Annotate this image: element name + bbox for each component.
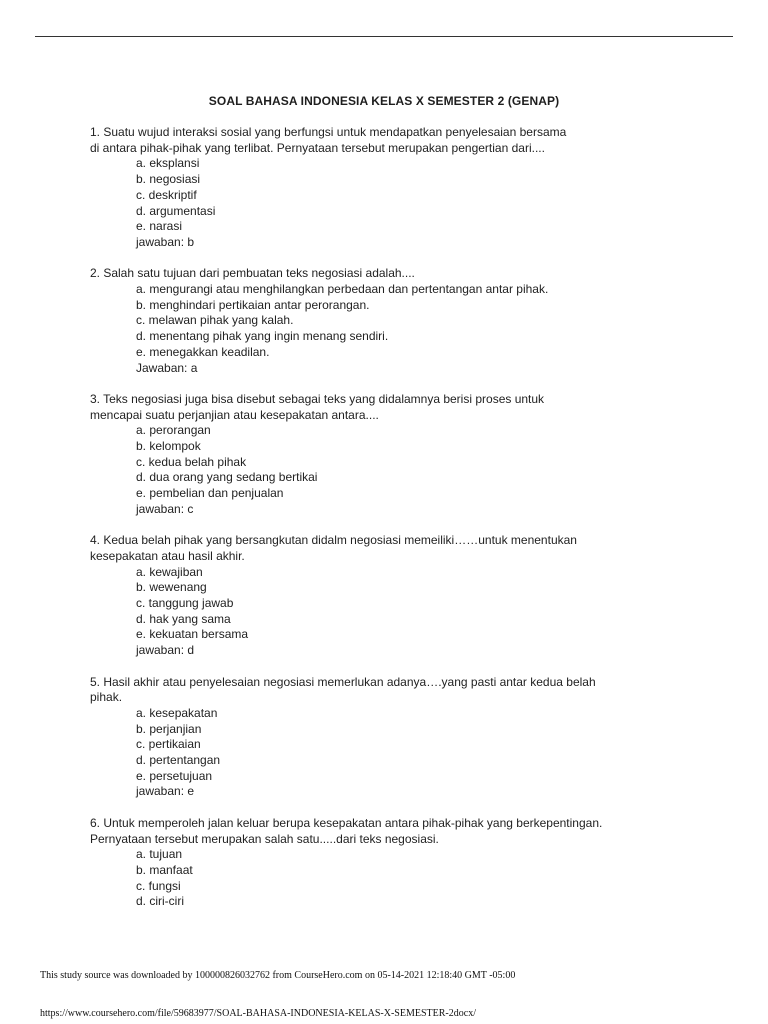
option-item: b. menghindari pertikaian antar perorangan.	[136, 297, 370, 312]
option-list	[90, 423, 690, 502]
answer-key: jawaban: b	[136, 234, 195, 249]
option-item: c. pertikaian	[136, 737, 201, 752]
option-item: d. argumentasi	[136, 203, 216, 218]
option-item: e. pembelian dan penjualan	[136, 486, 284, 501]
option-list	[90, 565, 690, 644]
answer-key: jawaban: d	[136, 643, 195, 658]
question-4	[90, 533, 690, 659]
option-item: a. perorangan	[136, 423, 211, 438]
option-item: a. tujuan	[136, 847, 183, 862]
answer-key: Jawaban: a	[136, 360, 198, 375]
option-item: a. mengurangi atau menghilangkan perbedaan dan pertentangan antar pihak.	[136, 282, 549, 297]
option-list	[90, 847, 690, 910]
option-item: e. persetujuan	[136, 768, 213, 783]
question-stem	[90, 675, 690, 706]
answer-key: jawaban: e	[136, 784, 195, 799]
stem-line: 2. Salah satu tujuan dari pembuatan teks negosiasi adalah....	[90, 266, 415, 281]
source-url[interactable]: https://www.coursehero.com/file/59683977/SOAL-BAHASA-INDONESIA-KELAS-X-SEMESTER-2docx/	[40, 1008, 476, 1019]
option-item: a. kewajiban	[136, 564, 203, 579]
option-item: c. tanggung jawab	[136, 596, 234, 611]
question-stem	[90, 392, 690, 423]
option-item: e. narasi	[136, 219, 183, 234]
question-2	[90, 266, 690, 376]
option-item: d. pertentangan	[136, 753, 221, 768]
option-list	[90, 282, 690, 361]
header-divider	[35, 36, 733, 37]
question-list	[90, 125, 690, 926]
option-item: d. menentang pihak yang ingin menang sendiri.	[136, 329, 389, 344]
option-item: c. deskriptif	[136, 187, 197, 202]
option-item: b. kelompok	[136, 439, 201, 454]
option-item: b. negosiasi	[136, 172, 201, 187]
download-note: This study source was downloaded by 100000826032762 from CourseHero.com on 05-14-2021 12:18:40 GMT -05:00	[40, 970, 516, 981]
option-list	[90, 706, 690, 785]
stem-line: 3. Teks negosiasi juga bisa disebut sebagai teks yang didalamnya berisi proses untuk	[90, 391, 545, 406]
option-item: c. fungsi	[136, 878, 181, 893]
question-stem	[90, 816, 690, 847]
option-item: a. eksplansi	[136, 156, 200, 171]
stem-line: 6. Untuk memperoleh jalan keluar berupa kesepakatan antara pihak-pihak yang berkepentingan.	[90, 815, 603, 830]
option-item: b. wewenang	[136, 580, 207, 595]
stem-line: pihak.	[90, 690, 123, 705]
option-list	[90, 156, 690, 235]
stem-line: Pernyataan tersebut merupakan salah satu.....dari teks negosiasi.	[90, 831, 439, 846]
stem-line: 1. Suatu wujud interaksi sosial yang berfungsi untuk mendapatkan penyelesaian bersama	[90, 125, 567, 139]
question-stem	[90, 533, 690, 564]
question-3	[90, 392, 690, 518]
stem-line: 5. Hasil akhir atau penyelesaian negosiasi memerlukan adanya….yang pasti antar kedua belah	[90, 674, 596, 689]
question-stem	[90, 125, 690, 156]
stem-line: kesepakatan atau hasil akhir.	[90, 548, 245, 563]
question-6	[90, 816, 690, 910]
option-item: b. perjanjian	[136, 721, 202, 736]
option-item: c. melawan pihak yang kalah.	[136, 313, 294, 328]
question-5	[90, 675, 690, 801]
option-item: d. hak yang sama	[136, 611, 231, 626]
question-stem	[90, 266, 690, 282]
stem-line: 4. Kedua belah pihak yang bersangkutan didalm negosiasi memeiliki……untuk menentukan	[90, 533, 577, 548]
option-item: a. kesepakatan	[136, 705, 218, 720]
answer-key: jawaban: c	[136, 501, 194, 516]
stem-line: mencapai suatu perjanjian atau kesepakatan antara....	[90, 407, 379, 422]
option-item: b. manfaat	[136, 862, 193, 877]
option-item: e. kekuatan bersama	[136, 627, 249, 642]
option-item: e. menegakkan keadilan.	[136, 344, 270, 359]
option-item: d. ciri-ciri	[136, 894, 184, 909]
document-title: SOAL BAHASA INDONESIA KELAS X SEMESTER 2 (GENAP)	[208, 94, 560, 108]
option-item: d. dua orang yang sedang bertikai	[136, 470, 318, 485]
option-item: c. kedua belah pihak	[136, 454, 247, 469]
stem-line: di antara pihak-pihak yang terlibat. Pernyataan tersebut merupakan pengertian dari....	[90, 140, 545, 155]
question-1	[90, 125, 690, 251]
